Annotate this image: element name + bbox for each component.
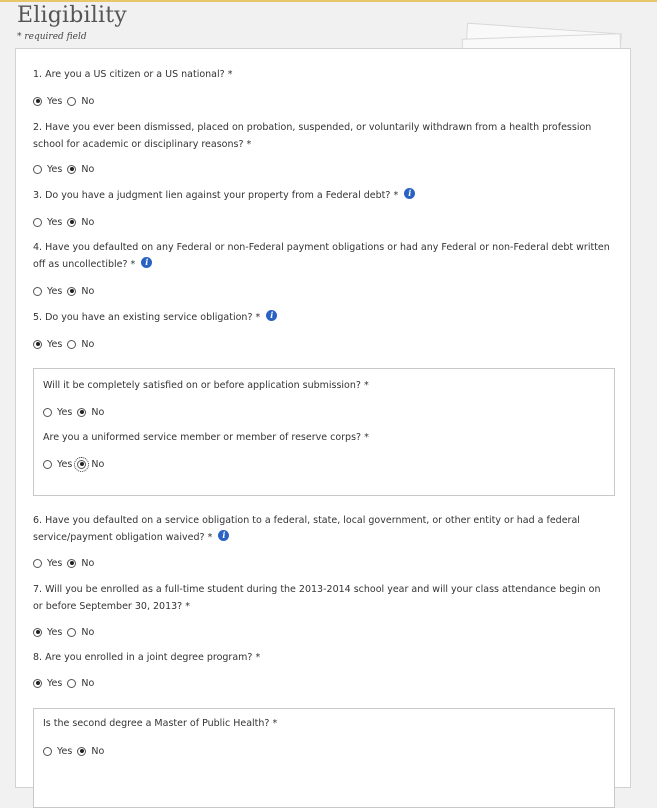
question-7-options <box>33 625 99 639</box>
radio-no-q5[interactable] <box>67 340 76 349</box>
question-text: 1. Are you a US citizen or a US national? <box>33 69 225 80</box>
option-label: No <box>81 338 95 350</box>
q8-yes-option[interactable] <box>33 678 62 689</box>
radio-no-q5b[interactable] <box>77 460 86 469</box>
required-marker: * <box>255 312 261 323</box>
radio-yes-q7[interactable] <box>33 628 42 637</box>
q8-no-option[interactable] <box>67 678 94 689</box>
option-label: Yes <box>57 745 73 757</box>
q4-yes-option[interactable] <box>33 286 62 297</box>
radio-no-q7[interactable] <box>67 628 76 637</box>
required-marker: * <box>363 380 369 391</box>
q5-no-option[interactable] <box>67 339 94 350</box>
q3-yes-option[interactable] <box>33 217 62 228</box>
question-text: 7. Will you be enrolled as a full-time student during the 2013-2014 school year and will your class attendance begin on or before September 30, 2013? <box>33 584 601 612</box>
required-marker: * <box>130 259 136 270</box>
option-label: Yes <box>47 163 63 175</box>
question-text: 2. Have you ever been dismissed, placed on probation, suspended, or voluntarily withdrawn from a health profession school for academic or disciplinary reasons? <box>33 122 592 150</box>
required-marker: * <box>185 601 190 612</box>
question-text: 8. Are you enrolled in a joint degree program? <box>33 652 253 663</box>
required-marker: * <box>272 718 278 729</box>
question-8 <box>33 649 260 666</box>
info-icon[interactable]: i <box>141 257 152 268</box>
radio-yes-q2[interactable] <box>33 165 42 174</box>
q6-yes-option[interactable] <box>33 558 62 569</box>
question-5-options <box>33 337 99 351</box>
question-1 <box>33 66 232 83</box>
q5b-yes-option[interactable] <box>43 459 72 470</box>
question-8-options <box>33 676 99 690</box>
question-7 <box>33 581 613 615</box>
option-label: No <box>91 745 105 757</box>
radio-no-q6[interactable] <box>67 559 76 568</box>
option-label: Yes <box>47 677 63 689</box>
header-accent-line <box>0 0 657 2</box>
required-marker: * <box>246 139 252 150</box>
option-label: Yes <box>57 458 73 470</box>
radio-no-q4[interactable] <box>67 287 76 296</box>
q1-no-option[interactable] <box>67 96 94 107</box>
question-4-options <box>33 284 99 298</box>
q4-no-option[interactable] <box>67 286 94 297</box>
option-label: No <box>81 95 95 107</box>
radio-no-q1[interactable] <box>67 97 76 106</box>
q8a-yes-option[interactable] <box>43 746 72 757</box>
radio-yes-q3[interactable] <box>33 218 42 227</box>
question-5 <box>33 309 277 326</box>
option-label: Yes <box>47 626 63 638</box>
required-marker: * <box>227 69 233 80</box>
option-label: No <box>91 458 105 470</box>
question-4 <box>33 239 613 273</box>
option-label: No <box>81 216 95 228</box>
question-6 <box>33 512 613 546</box>
option-label: No <box>81 163 95 175</box>
q2-yes-option[interactable] <box>33 164 62 175</box>
option-label: No <box>81 557 95 569</box>
question-text: 3. Do you have a judgment lien against your property from a Federal debt? <box>33 190 391 201</box>
radio-yes-q1[interactable] <box>33 97 42 106</box>
radio-no-q3[interactable] <box>67 218 76 227</box>
q5-followup-1 <box>43 377 369 394</box>
q8-followup-panel <box>33 708 615 808</box>
q3-no-option[interactable] <box>67 217 94 228</box>
option-label: Yes <box>47 338 63 350</box>
q5a-yes-option[interactable] <box>43 407 72 418</box>
option-label: Yes <box>47 285 63 297</box>
question-2-options <box>33 162 99 176</box>
q5-followup-panel <box>33 368 615 496</box>
option-label: No <box>81 626 95 638</box>
option-label: No <box>81 285 95 297</box>
radio-yes-q5[interactable] <box>33 340 42 349</box>
option-label: No <box>81 677 95 689</box>
required-marker: * <box>207 532 213 543</box>
q7-no-option[interactable] <box>67 627 94 638</box>
radio-yes-q8a[interactable] <box>43 747 52 756</box>
question-text: 5. Do you have an existing service obligation? <box>33 312 253 323</box>
radio-yes-q5a[interactable] <box>43 408 52 417</box>
question-text: Is the second degree a Master of Public Health? <box>43 718 270 729</box>
q5-followup-2 <box>43 429 369 446</box>
question-text: Are you a uniformed service member or member of reserve corps? <box>43 432 362 443</box>
required-marker: * <box>255 652 261 663</box>
q8-followup-1-options <box>43 744 109 758</box>
q5-followup-2-options <box>43 457 109 471</box>
radio-yes-q8[interactable] <box>33 679 42 688</box>
question-3 <box>33 187 415 204</box>
question-text: Will it be completely satisfied on or before application submission? <box>43 380 361 391</box>
page-title: Eligibility <box>17 3 127 28</box>
info-icon[interactable]: i <box>218 530 229 541</box>
option-label: No <box>91 406 105 418</box>
q7-yes-option[interactable] <box>33 627 62 638</box>
q8-followup-1 <box>43 715 277 732</box>
info-icon[interactable]: i <box>404 188 415 199</box>
question-text: 6. Have you defaulted on a service obligation to a federal, state, local government, or other entity or had a federal service/payment obligation waived? <box>33 515 580 543</box>
question-2 <box>33 119 613 153</box>
option-label: Yes <box>47 557 63 569</box>
question-1-options <box>33 94 99 108</box>
required-marker: * <box>364 432 369 443</box>
q5a-no-option[interactable] <box>77 407 104 418</box>
radio-yes-q5b[interactable] <box>43 460 52 469</box>
radio-yes-q4[interactable] <box>33 287 42 296</box>
required-marker: * <box>393 190 399 201</box>
radio-no-q8a[interactable] <box>77 747 86 756</box>
question-6-options <box>33 556 99 570</box>
q6-no-option[interactable] <box>67 558 94 569</box>
radio-no-q2[interactable] <box>67 165 76 174</box>
q5-yes-option[interactable] <box>33 339 62 350</box>
radio-no-q8[interactable] <box>67 679 76 688</box>
required-field-note: * required field <box>17 32 87 42</box>
option-label: Yes <box>47 216 63 228</box>
q5-followup-1-options <box>43 405 109 419</box>
option-label: Yes <box>47 95 63 107</box>
q5b-no-option[interactable] <box>77 459 104 470</box>
question-3-options <box>33 215 99 229</box>
radio-yes-q6[interactable] <box>33 559 42 568</box>
option-label: Yes <box>57 406 73 418</box>
info-icon[interactable]: i <box>266 310 277 321</box>
eligibility-form <box>15 48 631 788</box>
radio-no-q5a[interactable] <box>77 408 86 417</box>
question-text: 4. Have you defaulted on any Federal or non-Federal payment obligations or had any Federal or non-Federal debt written off as uncollectible? <box>33 242 610 270</box>
q2-no-option[interactable] <box>67 164 94 175</box>
q8a-no-option[interactable] <box>77 746 104 757</box>
q1-yes-option[interactable] <box>33 96 62 107</box>
